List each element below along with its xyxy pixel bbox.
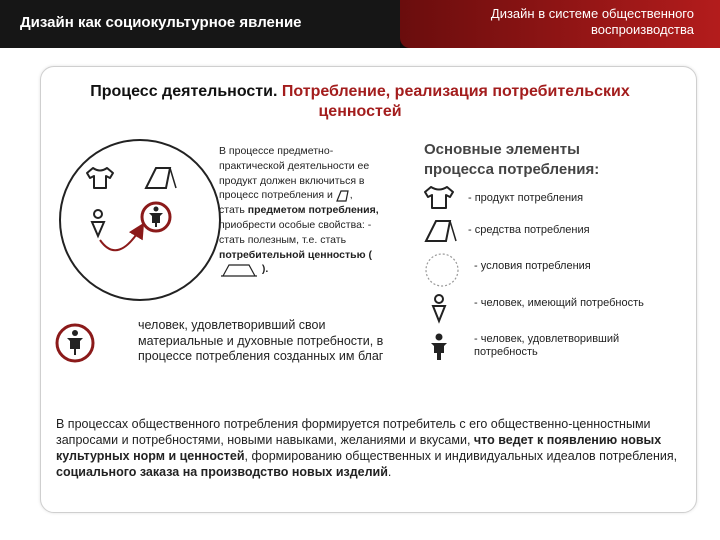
header-right-title-line1: Дизайн в системе общественного — [490, 6, 694, 21]
dashed-circle-icon — [424, 252, 460, 288]
elements-title-line2: процесса потребления: — [424, 161, 600, 178]
person-satisfied-icon — [424, 332, 454, 362]
process-text-6: потребительной ценностью ( — [219, 248, 372, 261]
legend-label-conditions: - условия потребления — [474, 260, 591, 272]
legend-label-product: - продукт потребления — [468, 192, 584, 204]
shirt-icon — [87, 168, 113, 188]
person-with-need-icon — [92, 210, 104, 236]
elements-title-line1: Основные элементы — [424, 141, 580, 158]
process-text-3: стать — [219, 204, 245, 217]
bottom-text-2: что ведет к появлению новых культурных норм и ценностей — [56, 433, 662, 463]
header-bar — [0, 0, 720, 48]
process-text-4: предметом потребления, — [247, 204, 379, 217]
process-text-7: ). — [261, 263, 269, 276]
legend-label-means: - средства потребления — [468, 224, 590, 236]
bottom-text-3: , формированию общественных и индивидуальных идеалов потребления, — [244, 449, 678, 463]
bottom-text-4: социального заказа на производство новых изделий — [56, 465, 388, 479]
header-right-tab — [400, 0, 720, 48]
person-satisfied-icon — [142, 203, 170, 231]
bottom-paragraph — [56, 416, 686, 480]
legend-label-person-need: - человек, имеющий потребность — [474, 297, 644, 309]
person-satisfied-icon — [55, 323, 95, 363]
header-right-title — [491, 6, 694, 38]
slide-heading — [40, 82, 680, 122]
consumption-means-icon — [146, 168, 176, 188]
heading-part2: Потребление, реализация потребительских — [277, 83, 630, 100]
bottom-text-1: В процессах общественного потребления формируется потребитель с его общественно-ценностными запросами и потребностями, новыми навыками, желаниями и вкусами, — [56, 417, 651, 447]
header-left-panel — [0, 0, 400, 48]
bottom-text-5: . — [387, 465, 392, 479]
inline-value-icon — [219, 263, 259, 277]
inline-means-icon — [336, 190, 350, 202]
process-description — [219, 144, 379, 277]
consumption-means-icon — [424, 219, 458, 243]
process-text-1: В процессе предметно-практической деятельности ее продукт должен включиться в процесс потребления и — [219, 145, 370, 202]
person-satisfied-description: человек, удовлетворивший свои материальные и духовные потребности, в процессе потребления созданных им благ — [138, 318, 384, 363]
process-text-2: , — [349, 189, 353, 202]
shirt-icon — [424, 186, 454, 210]
process-text-5: приобрести особые свойства: - стать полезным, т.е. стать — [219, 218, 372, 246]
heading-part3: ценностей — [318, 103, 402, 120]
person-with-need-icon — [424, 294, 454, 324]
consumption-process-diagram — [58, 138, 223, 303]
header-left-title: Дизайн как социокультурное явление — [20, 14, 302, 31]
process-circle — [60, 140, 220, 300]
legend-label-person-satisfied: - человек, удовлетворивший потребность — [474, 333, 620, 358]
elements-title — [424, 140, 599, 180]
heading-part1: Процесс деятельности. — [90, 83, 278, 100]
consumption-arrow — [100, 226, 142, 250]
header-right-title-line2: воспроизводства — [591, 22, 694, 37]
